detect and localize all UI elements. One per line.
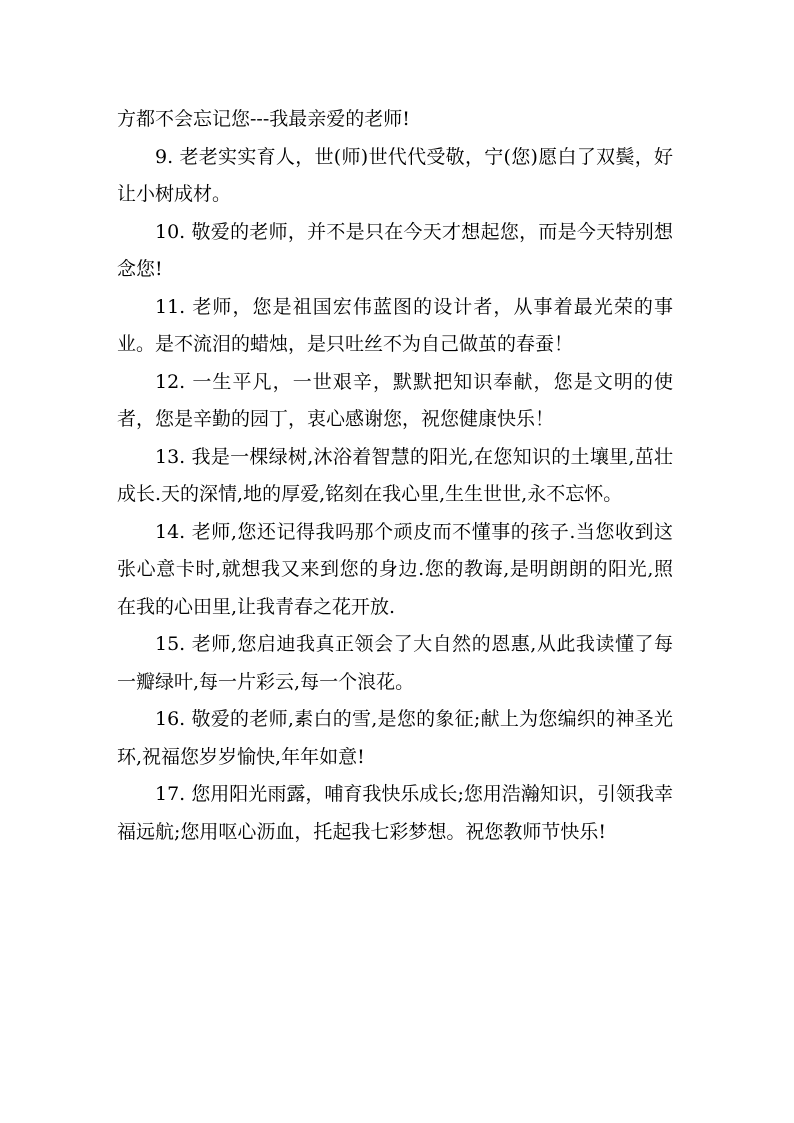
paragraph-16: 16. 敬爱的老师,素白的雪,是您的象征;献上为您编织的神圣光环,祝福您岁岁愉快,年年如意!	[117, 708, 673, 768]
paragraph-continuation: 方都不会忘记您---我最亲爱的老师!	[117, 108, 410, 130]
document-body	[117, 101, 673, 851]
paragraph-10: 10. 敬爱的老师，并不是只在今天才想起您，而是今天特别想念您!	[117, 220, 673, 280]
paragraph-14: 14. 老师,您还记得我吗那个顽皮而不懂事的孩子.当您收到这张心意卡时,就想我又来到您的身边.您的教诲,是明朗朗的阳光,照在我的心田里,让我青春之花开放.	[117, 520, 673, 618]
paragraph-15: 15. 老师,您启迪我真正领会了大自然的恩惠,从此我读懂了每一瓣绿叶,每一片彩云,每一个浪花。	[117, 633, 673, 693]
paragraph-11: 11. 老师，您是祖国宏伟蓝图的设计者，从事着最光荣的事业。是不流泪的蜡烛，是只吐丝不为自己做茧的春蚕！	[117, 295, 673, 355]
paragraph-9: 9. 老老实实育人，世(师)世代代受敬，宁(您)愿白了双鬓，好让小树成材。	[117, 145, 673, 205]
paragraph-13: 13. 我是一棵绿树,沐浴着智慧的阳光,在您知识的土壤里,茁壮成长.天的深情,地的厚爱,铭刻在我心里,生生世世,永不忘怀。	[117, 445, 673, 505]
paragraph-17: 17. 您用阳光雨露，哺育我快乐成长;您用浩瀚知识，引领我幸福远航;您用呕心沥血，托起我七彩梦想。祝您教师节快乐!	[117, 783, 673, 843]
paragraph-12: 12. 一生平凡，一世艰辛，默默把知识奉献，您是文明的使者，您是辛勤的园丁，衷心感谢您，祝您健康快乐！	[117, 370, 673, 430]
